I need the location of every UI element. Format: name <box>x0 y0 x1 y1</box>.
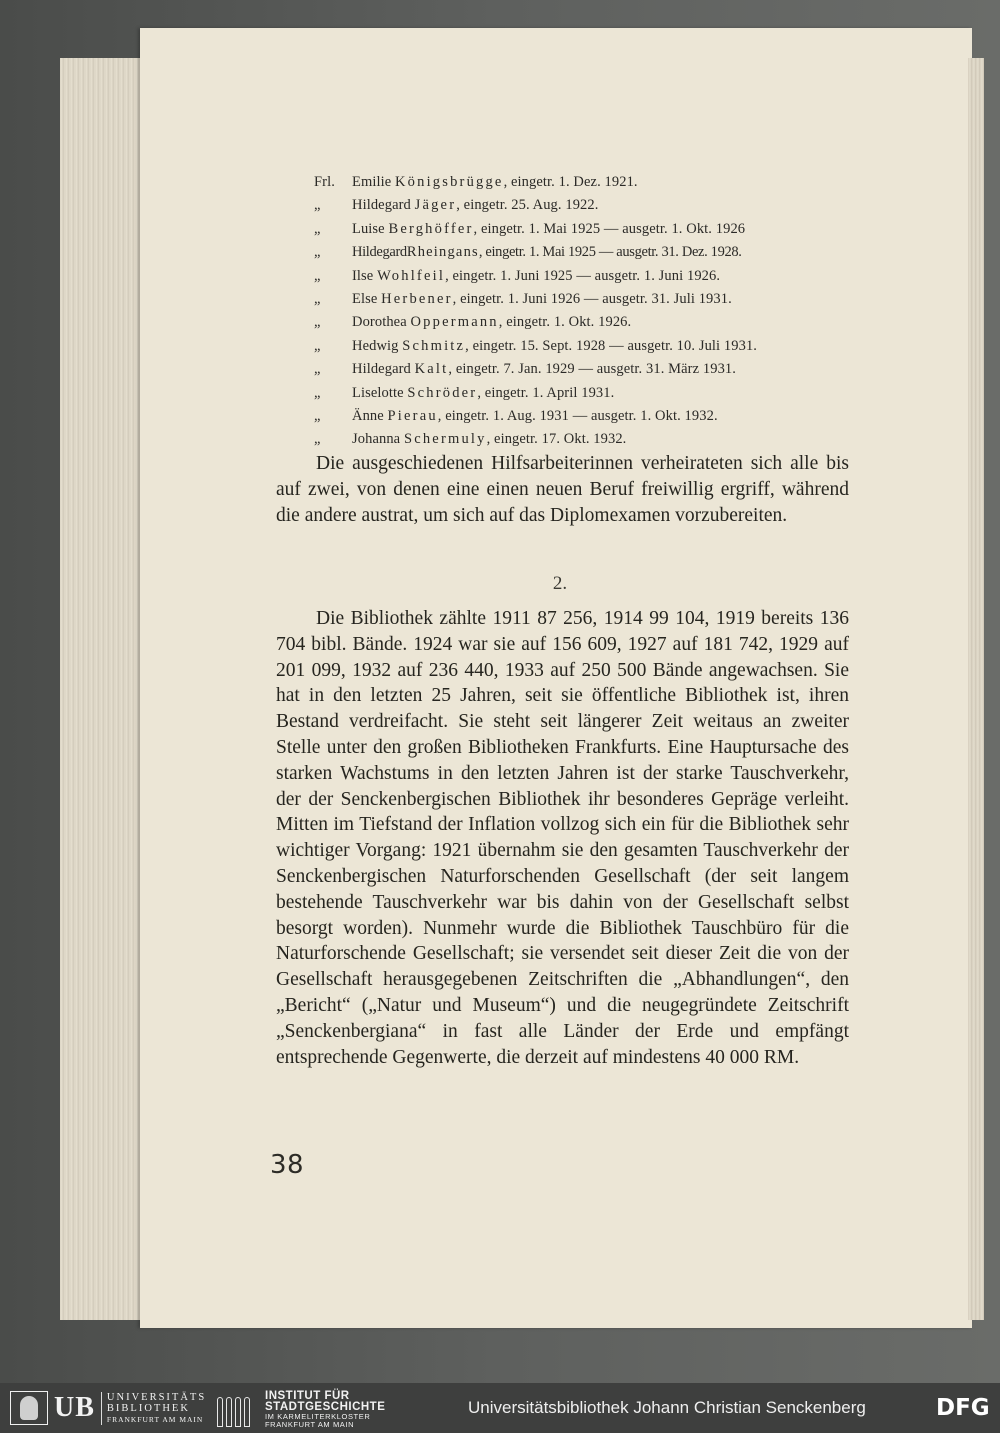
surname: Oppermann <box>410 314 499 331</box>
section-number: 2. <box>552 573 568 594</box>
paragraph-marriages <box>276 451 849 528</box>
entry-dates: , eingetr. 25. Aug. 1922. <box>456 197 599 214</box>
entry-dates: , eingetr. 1. Juni 1925 — ausgetr. 1. Juni 1926. <box>445 267 721 284</box>
list-item <box>314 338 874 361</box>
surname: Berghöffer <box>388 220 474 237</box>
entry-dates: , eingetr. 1. Aug. 1931 — ausgetr. 1. Okt. 1932. <box>437 407 718 424</box>
entry-dates: , eingetr. 1. Okt. 1926. <box>498 314 632 331</box>
list-mark: „ <box>314 407 321 424</box>
inst-line1: INSTITUT FÜR <box>265 1390 350 1402</box>
list-item <box>314 314 874 337</box>
list-mark: „ <box>314 220 321 237</box>
first-name: Hedwig <box>352 337 399 354</box>
entry-dates: , eingetr. 1. Mai 1925 — ausgetr. 31. Dez. 1928. <box>478 244 742 261</box>
list-item <box>314 268 874 291</box>
first-name: Luise <box>352 220 385 237</box>
footer-title[interactable]: Universitätsbibliothek Johann Christian Senckenberg <box>468 1398 866 1417</box>
surname: Herbener <box>381 290 453 307</box>
list-item <box>314 408 874 431</box>
list-item <box>314 361 874 384</box>
inst-line3: IM KARMELITERKLOSTER <box>265 1412 371 1421</box>
ub-logo[interactable] <box>10 1391 206 1425</box>
ub-line2: BIBLIOTHEK <box>106 1402 190 1414</box>
ub-letters: UB <box>54 1392 95 1423</box>
first-name: Hildegard <box>352 197 411 214</box>
member-entry <box>352 221 745 238</box>
member-entry <box>352 431 626 448</box>
entry-dates: , eingetr. 7. Jan. 1929 — ausgetr. 31. März 1931. <box>448 361 736 378</box>
first-name: Hildegard <box>352 244 407 261</box>
entry-dates: , eingetr. 15. Sept. 1928 — ausgetr. 10. Juli 1931. <box>465 337 758 354</box>
surname: Jäger <box>414 197 457 214</box>
dfg-logo[interactable]: DFG <box>936 1395 990 1421</box>
first-name: Emilie <box>352 174 392 190</box>
surname: Rheingans <box>406 244 479 261</box>
list-mark: „ <box>314 267 321 284</box>
ub-line3: FRANKFURT AM MAIN <box>106 1414 204 1424</box>
first-name: Liselotte <box>352 384 404 401</box>
member-entry <box>352 338 757 355</box>
member-entry <box>352 385 614 402</box>
list-mark: „ <box>314 384 321 401</box>
list-mark: Frl. <box>314 174 335 190</box>
member-entry <box>352 244 742 261</box>
member-entry <box>352 408 718 425</box>
entry-dates: , eingetr. 17. Okt. 1932. <box>486 431 627 448</box>
first-name: Hildegard <box>352 361 411 378</box>
member-entry <box>352 268 720 285</box>
list-mark: „ <box>314 361 321 378</box>
first-name: Dorothea <box>352 314 407 331</box>
list-item <box>314 244 874 267</box>
surname: Schmitz <box>402 337 466 354</box>
list-mark: „ <box>314 314 321 331</box>
page-stack-right <box>968 58 984 1320</box>
page-number: 38 <box>270 1150 305 1180</box>
first-name: Änne <box>352 407 384 424</box>
list-item <box>314 291 874 314</box>
member-list <box>314 174 874 455</box>
surname: Königsbrügge <box>395 174 504 190</box>
list-item <box>314 197 874 220</box>
surname: Kalt <box>414 361 449 378</box>
entry-dates: , eingetr. 1. Mai 1925 — ausgetr. 1. Okt. 1926 <box>473 220 746 237</box>
surname: Wohlfeil <box>377 267 446 284</box>
entry-dates: , eingetr. 1. Juni 1926 — ausgetr. 31. Juli 1931. <box>452 290 732 307</box>
list-item <box>314 385 874 408</box>
entry-dates: , eingetr. 1. April 1931. <box>477 384 615 401</box>
member-entry <box>352 361 736 378</box>
member-entry <box>352 174 638 191</box>
ub-wordmark <box>101 1392 206 1425</box>
surname: Schermuly <box>403 431 487 448</box>
first-name: Else <box>352 290 378 307</box>
ub-line1: UNIVERSITÄTS <box>106 1391 207 1403</box>
institute-wordmark <box>265 1391 385 1429</box>
institute-logo[interactable] <box>217 1391 385 1429</box>
member-entry <box>352 291 732 308</box>
list-mark: „ <box>314 337 321 354</box>
list-item <box>314 221 874 244</box>
list-mark: „ <box>314 431 321 448</box>
paragraph-text: Die ausgeschiedenen Hilfsarbeiterinnen verheirateten sich alle bis auf zwei, von denen eine einen neuen Beruf freiwillig ergriff, während die andere austrat, um sich auf das Diplomexamen vorzubereiten. <box>276 453 849 526</box>
paragraph-library-growth <box>276 606 849 1070</box>
list-mark: „ <box>314 290 321 307</box>
first-name: Johanna <box>352 431 401 448</box>
list-item <box>314 174 874 197</box>
member-entry <box>352 314 631 331</box>
surname: Pierau <box>387 407 438 424</box>
surname: Schröder <box>407 384 478 401</box>
page-stack-left <box>60 58 150 1320</box>
entry-dates: , eingetr. 1. Dez. 1921. <box>503 174 638 190</box>
list-mark: „ <box>314 244 321 261</box>
first-name: Ilse <box>352 267 374 284</box>
portrait-icon <box>10 1391 48 1425</box>
footer-bar <box>0 1383 1000 1433</box>
inst-line2: STADTGESCHICHTE <box>265 1401 386 1413</box>
inst-line4: FRANKFURT AM MAIN <box>265 1420 355 1429</box>
member-entry <box>352 197 598 214</box>
paragraph-text: Die Bibliothek zählte 1911 87 256, 1914 99 104, 1919 bereits 136 704 bibl. Bände. 1924 war sie auf 156 609, 1927 auf 181 742, 1929 auf 201 099, 1932 auf 236 440, 1933 auf 250 500 Bände angewachsen. Sie hat in den letzten 25 Jahren, seit sie öffentliche Bibliothek ist, ihren Bestand verdreifacht. Sie steht seit längerer Zeit weitaus an zweiter Stelle unter den großen Bibliotheken Frankfurts. Eine Hauptursache des starken Wachstums in den letzten Jahren ist der starke Tauschverkehr, der der Senckenbergischen Bibliothek ihr besonderes Gepräge verleiht. Mitten im Tiefstand der Inflation vollzog sich ein für die Bibliothek sehr wichtiger Vorgang: 1921 übernahm sie den gesamten Tauschverkehr der Senckenbergischen Naturforschenden Gesellschaft (der seit langem bestehende Tauschverkehr war bis dahin von der Gesellschaft selbst besorgt worden). Nunmehr wurde die Bibliothek Tauschbüro für die Naturforschende Gesellschaft; sie versendet seit dieser Zeit die von der Gesellschaft herausgegebenen Zeitschriften die „Abhandlungen“, den „Bericht“ („Natur und Museum“) und die neugegründete Zeitschrift „Senckenbergiana“ in fast alle Länder der Erde und empfängt entsprechende Gegenwerte, die derzeit auf mindestens 40 000 RM. <box>276 608 849 1068</box>
arches-icon <box>217 1393 257 1427</box>
list-mark: „ <box>314 197 321 214</box>
